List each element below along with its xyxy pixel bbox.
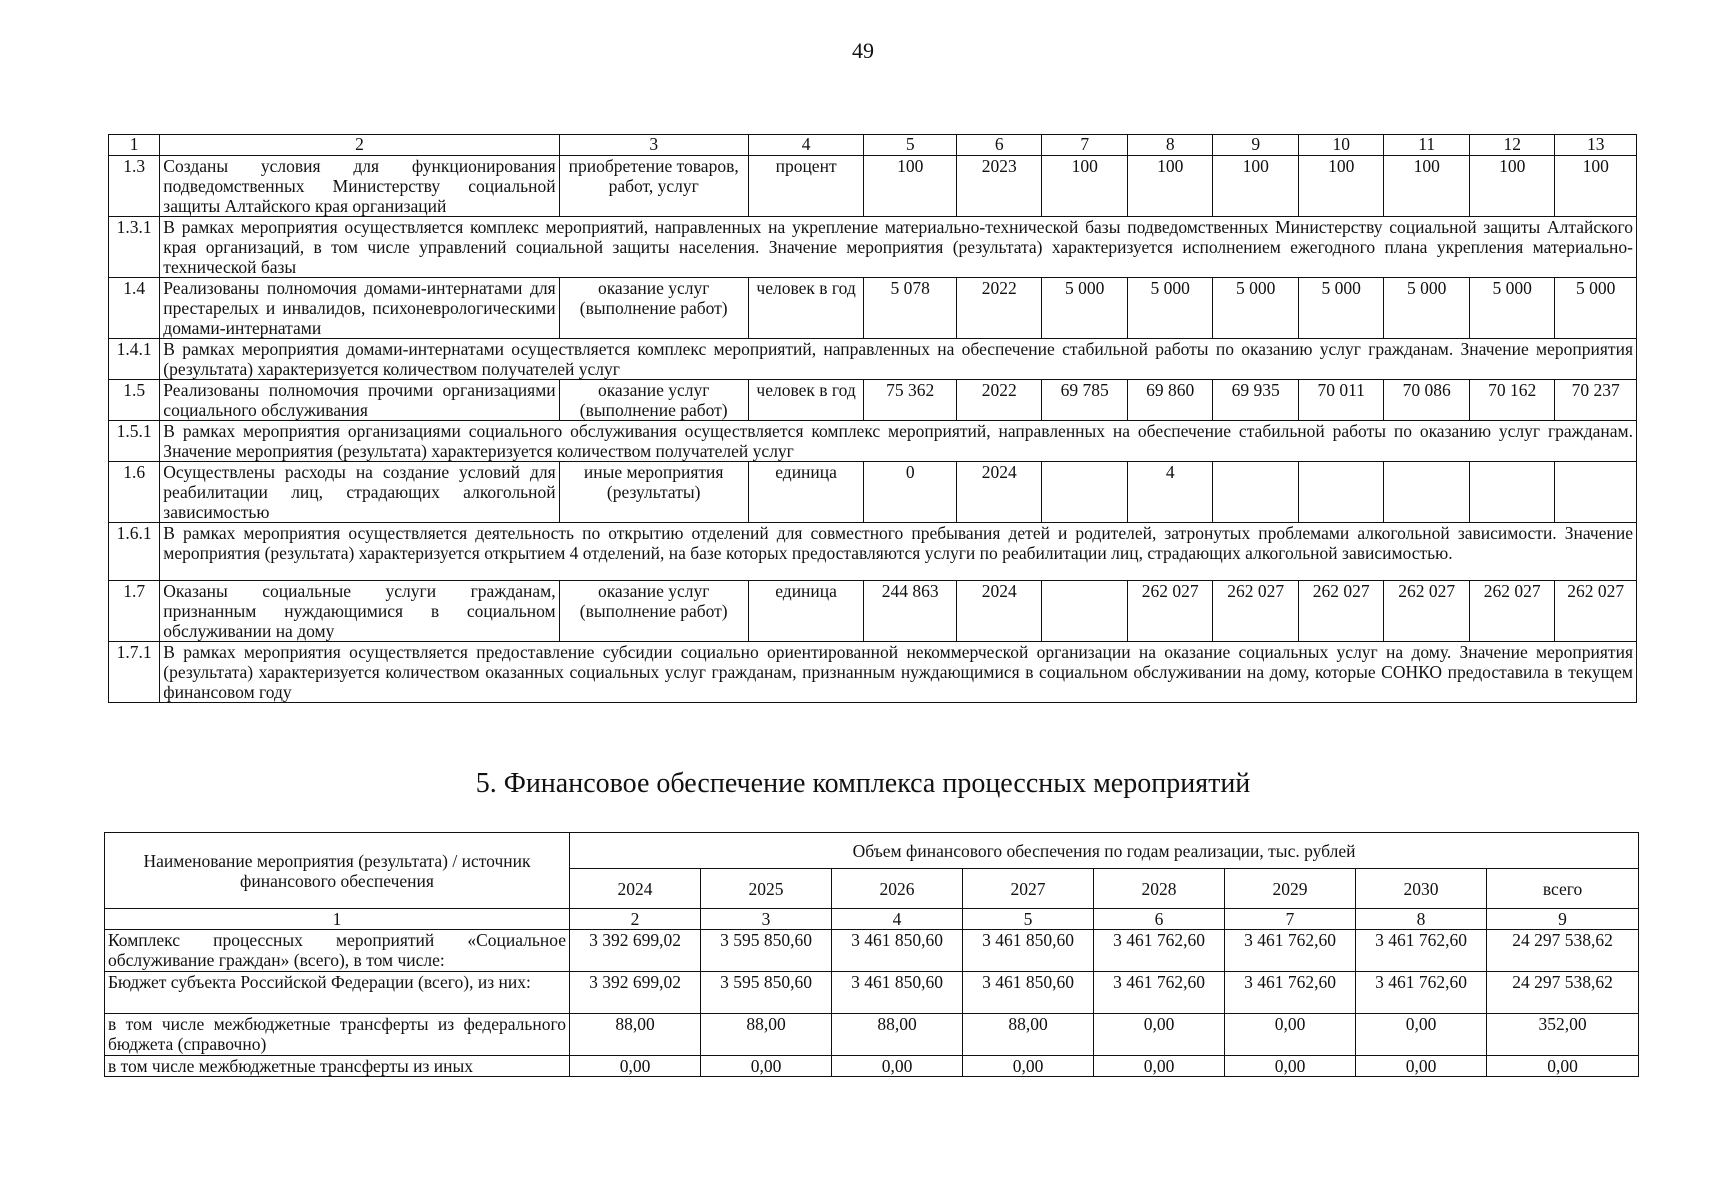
amount-cell: 3 461 850,60: [963, 930, 1094, 972]
column-number-cell: 4: [748, 135, 864, 156]
column-number-cell: 10: [1298, 135, 1384, 156]
column-number-cell: 7: [1042, 135, 1128, 156]
year-value-cell: [1042, 462, 1128, 523]
year-value-cell: 100: [1127, 156, 1213, 217]
year-value-cell: [1555, 462, 1637, 523]
result-row: [109, 380, 1637, 421]
amount-cell: 0,00: [570, 1056, 701, 1077]
column-number-cell: 6: [1094, 909, 1225, 930]
amount-cell: 0,00: [1225, 1056, 1356, 1077]
year-header-cell: 2025: [701, 869, 832, 909]
amount-cell: 3 461 762,60: [1225, 930, 1356, 972]
column-number-cell: 5: [864, 135, 957, 156]
year-value-cell: 5 000: [1042, 278, 1128, 339]
amount-cell: 3 461 850,60: [963, 972, 1094, 1014]
column-number-cell: 11: [1384, 135, 1470, 156]
base-year-cell: 2022: [956, 278, 1042, 339]
year-value-cell: 5 000: [1555, 278, 1637, 339]
year-value-cell: 100: [1213, 156, 1299, 217]
column-number-cell: 13: [1555, 135, 1637, 156]
result-row: [109, 156, 1637, 217]
description-row: [109, 217, 1637, 278]
financing-table: [104, 832, 1639, 1077]
result-row: [109, 581, 1637, 642]
year-header-cell: 2024: [570, 869, 701, 909]
column-number-row: [109, 135, 1637, 156]
amount-cell: 3 461 850,60: [832, 930, 963, 972]
year-header-cell: 2028: [1094, 869, 1225, 909]
financing-row: [105, 1014, 1639, 1056]
base-value-cell: 100: [864, 156, 957, 217]
unit-cell: единица: [748, 581, 864, 642]
year-value-cell: [1298, 462, 1384, 523]
amount-cell: 3 461 762,60: [1225, 972, 1356, 1014]
unit-cell: человек в год: [748, 278, 864, 339]
base-year-cell: 2024: [956, 581, 1042, 642]
year-value-cell: 100: [1384, 156, 1470, 217]
row-number-cell: 1.5.1: [109, 421, 160, 462]
year-value-cell: 262 027: [1469, 581, 1555, 642]
page-number: 49: [852, 38, 874, 63]
description-cell: В рамках мероприятия осуществляется комплекс мероприятий, направленных на укрепление материально-технической базы подведомственных Министерству социальной защиты Алтайского края организаций, в том числе управлений социальной защиты населения. Значение мероприятия (результата) характеризуется исполнением ежегодного плана укрепления материально-технической базы: [160, 217, 1637, 278]
row-number-cell: 1.7.1: [109, 642, 160, 703]
amount-cell: 3 461 762,60: [1356, 972, 1487, 1014]
result-name-cell: Оказаны социальные услуги гражданам, признанным нуждающимися в социальном обслуживании на дому: [160, 581, 559, 642]
column-number-cell: 3: [559, 135, 748, 156]
row-number-cell: 1.4.1: [109, 339, 160, 380]
amount-cell: 3 595 850,60: [701, 930, 832, 972]
row-number-cell: 1.6.1: [109, 523, 160, 581]
amount-cell: 24 297 538,62: [1487, 972, 1639, 1014]
year-value-cell: 5 000: [1298, 278, 1384, 339]
year-value-cell: 4: [1127, 462, 1213, 523]
result-type-cell: приобретение товаров, работ, услуг: [559, 156, 748, 217]
row-number-cell: 1.5: [109, 380, 160, 421]
year-value-cell: 5 000: [1127, 278, 1213, 339]
amount-cell: 0,00: [1094, 1014, 1225, 1056]
year-value-cell: 70 237: [1555, 380, 1637, 421]
year-value-cell: 70 162: [1469, 380, 1555, 421]
column-number-cell: 2: [570, 909, 701, 930]
amount-cell: 3 461 762,60: [1094, 972, 1225, 1014]
amount-cell: 0,00: [1487, 1056, 1639, 1077]
amount-cell: 3 461 762,60: [1094, 930, 1225, 972]
description-cell: В рамках мероприятия организациями социального обслуживания осуществляется комплекс мероприятий, направленных на обеспечение стабильной работы по оказанию услуг гражданам. Значение мероприятия (результата) характеризуется количеством получателей услуг: [160, 421, 1637, 462]
description-cell: В рамках мероприятия осуществляется деятельность по открытию отделений для совместного пребывания детей и родителей, затронутых проблемами алкогольной зависимости. Значение мероприятия (результата) характеризуется открытием 4 отделений, на базе которых предоставляются услуги по реабилитации лиц, страдающих алкогольной зависимостью.: [160, 523, 1637, 581]
year-value-cell: 5 000: [1384, 278, 1470, 339]
column-number-cell: 4: [832, 909, 963, 930]
year-value-cell: 5 000: [1213, 278, 1299, 339]
result-row: [109, 278, 1637, 339]
amount-cell: 3 392 699,02: [570, 930, 701, 972]
description-cell: В рамках мероприятия домами-интернатами осуществляется комплекс мероприятий, направленных на обеспечение стабильной работы по оказанию услуг гражданам. Значение мероприятия (результата) характеризуется количеством получателей услуг: [160, 339, 1637, 380]
year-value-cell: 262 027: [1298, 581, 1384, 642]
result-row: [109, 462, 1637, 523]
amount-cell: 24 297 538,62: [1487, 930, 1639, 972]
year-value-cell: 69 785: [1042, 380, 1128, 421]
results-table: [108, 134, 1637, 703]
year-value-cell: 100: [1555, 156, 1637, 217]
column-number-cell: 1: [105, 909, 570, 930]
year-value-cell: 70 011: [1298, 380, 1384, 421]
financing-row: [105, 1056, 1639, 1077]
year-value-cell: [1384, 462, 1470, 523]
amount-cell: 88,00: [963, 1014, 1094, 1056]
year-header-cell: всего: [1487, 869, 1639, 909]
amount-cell: 0,00: [1356, 1014, 1487, 1056]
column-number-cell: 5: [963, 909, 1094, 930]
description-row: [109, 421, 1637, 462]
year-value-cell: 69 935: [1213, 380, 1299, 421]
year-value-cell: 100: [1469, 156, 1555, 217]
column-number-cell: 1: [109, 135, 160, 156]
column-number-cell: 8: [1127, 135, 1213, 156]
column-number-row: [105, 909, 1639, 930]
base-value-cell: 5 078: [864, 278, 957, 339]
row-number-cell: 1.3.1: [109, 217, 160, 278]
description-row: [109, 339, 1637, 380]
base-year-cell: 2023: [956, 156, 1042, 217]
amount-cell: 0,00: [1356, 1056, 1487, 1077]
amount-cell: 3 461 850,60: [832, 972, 963, 1014]
amount-cell: 352,00: [1487, 1014, 1639, 1056]
unit-cell: единица: [748, 462, 864, 523]
amount-cell: 88,00: [832, 1014, 963, 1056]
amount-cell: 0,00: [1225, 1014, 1356, 1056]
year-header-cell: 2027: [963, 869, 1094, 909]
financing-row: [105, 930, 1639, 972]
base-year-cell: 2022: [956, 380, 1042, 421]
amount-cell: 0,00: [701, 1056, 832, 1077]
financing-name-cell: Бюджет субъекта Российской Федерации (всего), из них:: [105, 972, 570, 1014]
column-number-cell: 12: [1469, 135, 1555, 156]
year-value-cell: 100: [1042, 156, 1128, 217]
year-value-cell: 262 027: [1384, 581, 1470, 642]
column-number-cell: 3: [701, 909, 832, 930]
result-name-cell: Реализованы полномочия прочими организациями социального обслуживания: [160, 380, 559, 421]
financing-name-cell: в том числе межбюджетные трансферты из федерального бюджета (справочно): [105, 1014, 570, 1056]
result-type-cell: иные мероприятия (результаты): [559, 462, 748, 523]
result-name-cell: Реализованы полномочия домами-интернатами для престарелых и инвалидов, психоневрологическими домами-интернатами: [160, 278, 559, 339]
base-value-cell: 244 863: [864, 581, 957, 642]
year-value-cell: 100: [1298, 156, 1384, 217]
column-number-cell: 7: [1225, 909, 1356, 930]
amount-cell: 88,00: [570, 1014, 701, 1056]
year-value-cell: 262 027: [1555, 581, 1637, 642]
amount-cell: 3 595 850,60: [701, 972, 832, 1014]
base-year-cell: 2024: [956, 462, 1042, 523]
amount-cell: 0,00: [832, 1056, 963, 1077]
column-number-cell: 2: [160, 135, 559, 156]
column-number-cell: 9: [1487, 909, 1639, 930]
amount-cell: 0,00: [1094, 1056, 1225, 1077]
row-number-cell: 1.4: [109, 278, 160, 339]
result-type-cell: оказание услуг (выполнение работ): [559, 278, 748, 339]
financing-name-cell: в том числе межбюджетные трансферты из иных: [105, 1056, 570, 1077]
column-number-cell: 8: [1356, 909, 1487, 930]
amount-cell: 3 392 699,02: [570, 972, 701, 1014]
result-type-cell: оказание услуг (выполнение работ): [559, 581, 748, 642]
year-value-cell: [1469, 462, 1555, 523]
header-row: [105, 833, 1639, 869]
year-header-cell: 2030: [1356, 869, 1487, 909]
year-header-cell: 2026: [832, 869, 963, 909]
amount-cell: 88,00: [701, 1014, 832, 1056]
base-value-cell: 0: [864, 462, 957, 523]
result-name-cell: Осуществлены расходы на создание условий для реабилитации лиц, страдающих алкогольной зависимостью: [160, 462, 559, 523]
section-title: 5. Финансовое обеспечение комплекса процессных мероприятий: [475, 768, 1251, 799]
year-value-cell: 5 000: [1469, 278, 1555, 339]
column-number-cell: 9: [1213, 135, 1299, 156]
name-header-cell: Наименование мероприятия (результата) / источник финансового обеспечения: [105, 833, 570, 909]
row-number-cell: 1.7: [109, 581, 160, 642]
year-value-cell: 262 027: [1213, 581, 1299, 642]
unit-cell: человек в год: [748, 380, 864, 421]
year-value-cell: 70 086: [1384, 380, 1470, 421]
year-value-cell: 262 027: [1127, 581, 1213, 642]
year-value-cell: 69 860: [1127, 380, 1213, 421]
description-cell: В рамках мероприятия осуществляется предоставление субсидии социально ориентированной некоммерческой организации на оказание социальных услуг на дому. Значение мероприятия (результата) характеризуется количеством оказанных социальных услуг гражданам, признанным нуждающимися в социальном обслуживании на дому, которые СОНКО предоставила в текущем финансовом году: [160, 642, 1637, 703]
description-row: [109, 642, 1637, 703]
result-type-cell: оказание услуг (выполнение работ): [559, 380, 748, 421]
row-number-cell: 1.6: [109, 462, 160, 523]
amount-cell: 0,00: [963, 1056, 1094, 1077]
row-number-cell: 1.3: [109, 156, 160, 217]
year-value-cell: [1213, 462, 1299, 523]
year-value-cell: [1042, 581, 1128, 642]
financing-row: [105, 972, 1639, 1014]
amount-cell: 3 461 762,60: [1356, 930, 1487, 972]
year-header-cell: 2029: [1225, 869, 1356, 909]
description-row: [109, 523, 1637, 581]
result-name-cell: Созданы условия для функционирования подведомственных Министерству социальной защиты Алтайского края организаций: [160, 156, 559, 217]
financing-name-cell: Комплекс процессных мероприятий «Социальное обслуживание граждан» (всего), в том числе:: [105, 930, 570, 972]
unit-cell: процент: [748, 156, 864, 217]
base-value-cell: 75 362: [864, 380, 957, 421]
funding-group-header-cell: Объем финансового обеспечения по годам реализации, тыс. рублей: [570, 833, 1639, 869]
column-number-cell: 6: [956, 135, 1042, 156]
